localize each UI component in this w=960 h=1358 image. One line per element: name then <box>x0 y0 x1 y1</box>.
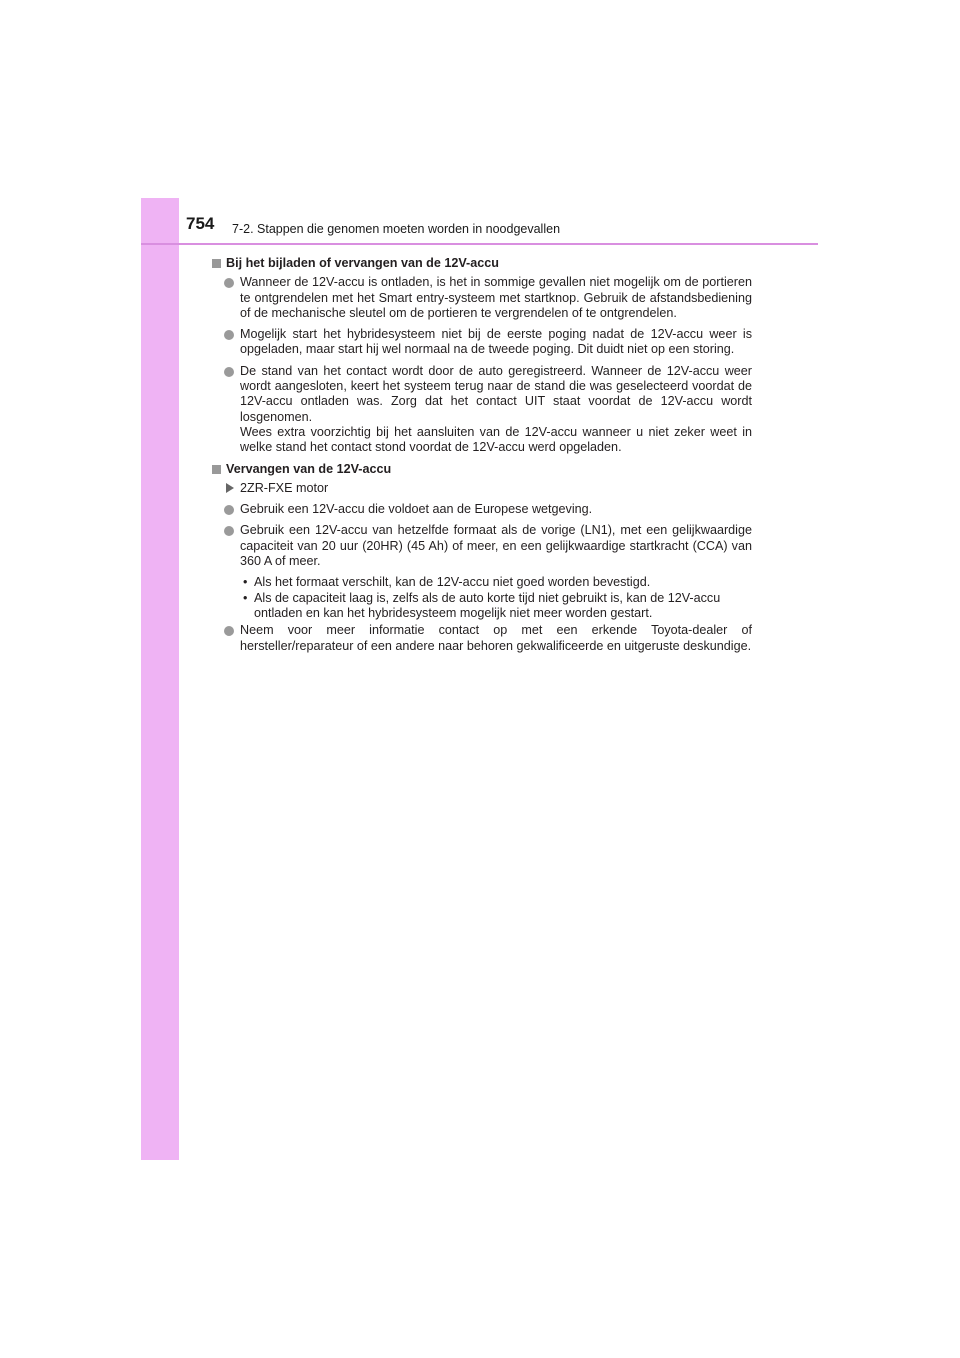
sub-list <box>212 575 752 621</box>
sidebar-tab <box>141 198 179 1160</box>
bullet-text-continued: Wees extra voorzichtig bij het aansluiten van de 12V-accu wanneer u niet zeker weet in welke stand het contact stond voordat de 12V-accu werd opgeladen. <box>240 424 752 455</box>
bullet-text: Neem voor meer informatie contact op met een erkende Toyota-dealer of hersteller/reparateur of een andere naar behoren gekwalificeerde en uitgeruste deskundige. <box>240 623 752 653</box>
list-item <box>212 502 752 517</box>
bullet-text: Wanneer de 12V-accu is ontladen, is het in sommige gevallen niet mogelijk om de portieren te ontgrendelen met het Smart entry-systeem met startknop. Gebruik de afstandsbediening of de mechanische sleutel om de portieren te vergrendelen of te ontgrendelen. <box>240 275 752 320</box>
square-bullet-icon <box>212 259 221 268</box>
engine-variant-label <box>212 481 752 496</box>
bullet-text: Mogelijk start het hybridesysteem niet bij de eerste poging nadat de 12V-accu weer is opgeladen, maar start hij wel normaal na de tweede poging. Dit duidt niet op een storing. <box>240 327 752 357</box>
section-title: Vervangen van de 12V-accu <box>226 461 392 476</box>
sub-list-item <box>240 575 752 590</box>
section-heading-replacing <box>212 462 752 477</box>
chapter-title: 7-2. Stappen die genomen moeten worden in noodgevallen <box>232 222 561 236</box>
circle-bullet-icon <box>224 367 234 377</box>
small-dot-icon: • <box>243 575 248 590</box>
circle-bullet-icon <box>224 626 234 636</box>
circle-bullet-icon <box>224 278 234 288</box>
list-item <box>212 327 752 358</box>
circle-bullet-icon <box>224 505 234 515</box>
header-divider <box>141 243 818 245</box>
sub-item-text: Als de capaciteit laag is, zelfs als de auto korte tijd niet gebruikt is, kan de 12V-accu ontladen en kan het hybridesysteem mogelijk niet meer worden gestart. <box>254 590 721 620</box>
section-heading-charging <box>212 256 752 271</box>
circle-bullet-icon <box>224 330 234 340</box>
circle-bullet-icon <box>224 526 234 536</box>
list-item <box>212 523 752 569</box>
triangle-arrow-icon <box>226 483 234 493</box>
page-number: 754 <box>186 214 215 233</box>
sub-item-text: Als het formaat verschilt, kan de 12V-accu niet goed worden bevestigd. <box>254 575 651 590</box>
list-item <box>212 623 752 654</box>
page-content <box>212 256 752 660</box>
list-item <box>212 364 752 456</box>
list-item <box>212 275 752 321</box>
bullet-text: De stand van het contact wordt door de auto geregistreerd. Wanneer de 12V-accu weer wordt aangesloten, keert het systeem terug naar de stand die was geselecteerd voordat de 12V-accu ontladen was. Zorg dat het contact UIT staat voordat de 12V-accu wordt losgenomen. <box>240 363 752 424</box>
square-bullet-icon <box>212 465 221 474</box>
sub-list-item <box>240 591 752 622</box>
small-dot-icon: • <box>243 590 248 605</box>
bullet-text: Gebruik een 12V-accu van hetzelfde formaat als de vorige (LN1), met een gelijkwaardige capaciteit van 20 uur (20HR) (45 Ah) of meer, en een gelijkwaardige startkracht (CCA) van 360 A of meer. <box>240 523 752 569</box>
engine-variant-text: 2ZR-FXE motor <box>240 480 329 495</box>
section-title: Bij het bijladen of vervangen van de 12V-accu <box>226 256 499 270</box>
bullet-text: Gebruik een 12V-accu die voldoet aan de Europese wetgeving. <box>240 502 593 517</box>
